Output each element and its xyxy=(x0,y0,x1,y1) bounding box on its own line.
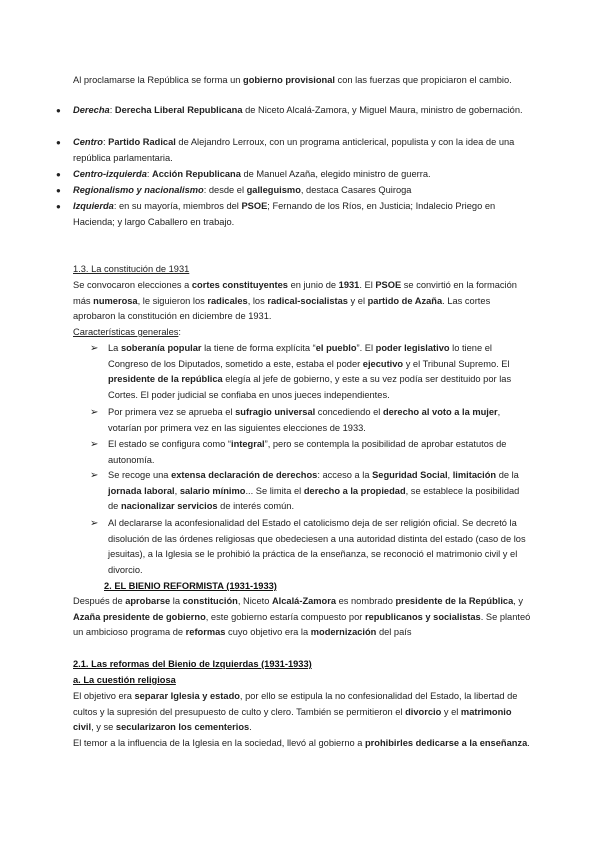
teaching-paragraph: El temor a la influencia de la Iglesia en la sociedad, llevó al gobierno a prohibirles dedicarse a la enseñanza. xyxy=(73,738,530,748)
list-item: La soberanía popular la tiene de forma explícita “el pueblo”. El poder legislativo lo tiene el Congreso de los Diputados, sometido a este, estaba el poder ejecutivo y el Tribunal Supremo. El presidente de la república elegía al jefe de gobierno, y este a su vez podía ser destituido por las Cortes. El poder judicial se confiaba en unos jueces independientes. xyxy=(108,343,512,400)
list-item: Izquierda: en su mayoría, miembros del PSOE; Fernando de los Ríos, en Justicia; Indalecio Priego en Hacienda; y largo Caballero en trabajo. xyxy=(73,201,496,227)
constitution-paragraph: Se convocaron elecciones a cortes constituyentes en junio de 1931. El PSOE se convirtió en la formación más numerosa, le siguieron los radicales, los radical-socialistas y el partido de Azaña. Las cortes aprobaron la constitución en diciembre de 1931. xyxy=(73,280,517,322)
intro-paragraph: Al proclamarse la República se forma un gobierno provisional con las fuerzas que propiciaron el cambio. xyxy=(73,75,512,85)
characteristics-subheading: Características generales: xyxy=(73,327,182,337)
list-item: Centro: Partido Radical de Alejandro Lerroux, con un programa anticlerical, populista y con la idea de una república parlamentaria. xyxy=(73,137,515,163)
list-item: Derecha: Derecha Liberal Republicana de Niceto Alcalá-Zamora, y Miguel Maura, ministro de gobernación. xyxy=(73,105,523,115)
bullet-dot: ● xyxy=(56,106,61,115)
list-item: Se recoge una extensa declaración de derechos: acceso a la Seguridad Social, limitación de la jornada laboral, salario mínimo... Se limita el derecho a la propiedad, se establece la posibilidad de nacionalizar servicios de interés común. xyxy=(108,470,520,512)
section-heading-2-1: 2.1. Las reformas del Bienio de Izquierdas (1931-1933) xyxy=(73,659,312,669)
list-item: Al declararse la aconfesionalidad del Estado el catolicismo deja de ser religión oficial. Se decretó la disolución de las órdenes religiosas que obedeciesen a una autoridad distinta del estado (caso de los jesuitas), a la Iglesia se le prohibió la práctica de la enseñanza, se reconoció el matrimonio civil y el divorcio. xyxy=(108,518,526,575)
religion-paragraph: El objetivo era separar Iglesia y estado, por ello se estipula la no confesionalidad del Estado, la libertad de cultos y la supresión del presupuesto de culto y clero. También se permitieron el divorcio y el matrimonio civil, y se secularizaron los cementerios. xyxy=(73,691,518,733)
arrow-bullet: ➢ xyxy=(90,343,99,354)
bullet-dot: ● xyxy=(56,138,61,147)
arrow-bullet: ➢ xyxy=(90,407,99,418)
bullet-dot: ● xyxy=(56,186,61,195)
list-item: Por primera vez se aprueba el sufragio universal concediendo el derecho al voto a la mujer, votarían por primera vez en las siguientes elecciones de 1933. xyxy=(108,407,501,433)
subsection-heading-religion: a. La cuestión religiosa xyxy=(73,675,176,685)
arrow-bullet: ➢ xyxy=(90,470,99,481)
bienio-paragraph: Después de aprobarse la constitución, Niceto Alcalá-Zamora es nombrado presidente de la República, y Azaña presidente de gobierno, este gobierno estaría compuesto por republicanos y socialistas. Se planteó un ambicioso programa de reformas cuyo objetivo era la modernización del país xyxy=(73,596,531,638)
list-item: El estado se configura como “integral”, pero se contempla la posibilidad de aprobar estatutos de autonomía. xyxy=(108,439,507,465)
bullet-dot: ● xyxy=(56,170,61,179)
bullet-dot: ● xyxy=(56,202,61,211)
section-heading-1-3: 1.3. La constitución de 1931 xyxy=(73,264,190,274)
arrow-bullet: ➢ xyxy=(90,518,99,529)
section-heading-2: 2. EL BIENIO REFORMISTA (1931-1933) xyxy=(104,581,277,591)
list-item: Regionalismo y nacionalismo: desde el galleguismo, destaca Casares Quiroga xyxy=(73,185,412,195)
list-item: Centro-izquierda: Acción Republicana de Manuel Azaña, elegido ministro de guerra. xyxy=(73,169,431,179)
arrow-bullet: ➢ xyxy=(90,439,99,450)
